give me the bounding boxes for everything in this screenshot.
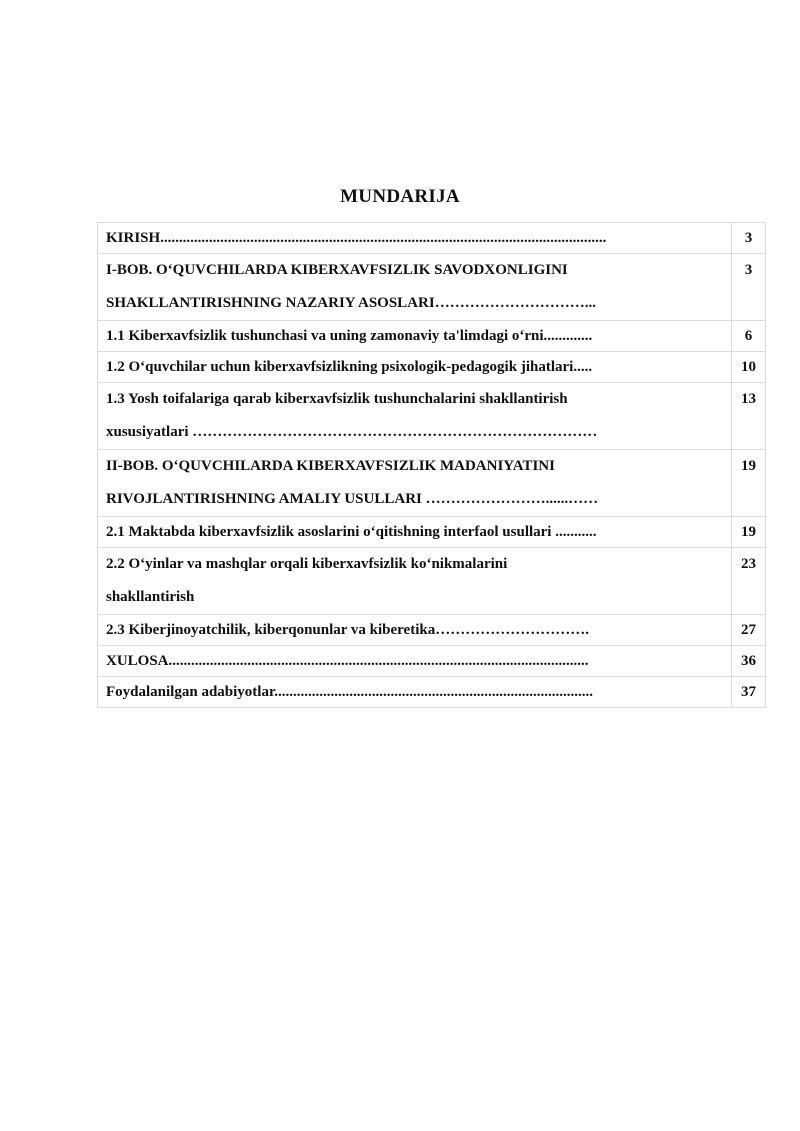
toc-entry-line: 1.1 Kiberxavfsizlik tushunchasi va uning zamonaviy ta'limdagi o‘rni.............: [106, 328, 593, 344]
toc-entry-line: I-BOB. O‘QUVCHILARDA KIBERXAVFSIZLIK SAVODXONLIGINI: [106, 262, 568, 278]
toc-entry: [98, 517, 732, 548]
toc-row: [98, 517, 766, 548]
toc-page-number: 3: [732, 254, 766, 321]
toc-page-number: 19: [732, 517, 766, 548]
toc-entry-line: Foydalanilgan adabiyotlar.....................................................................................: [106, 684, 593, 700]
toc-entry-line: 2.2 O‘yinlar va mashqlar orqali kiberxavfsizlik ko‘nikmalarini: [106, 556, 508, 572]
toc-entry-line: 1.3 Yosh toifalariga qarab kiberxavfsizlik tushunchalarini shakllantirish: [106, 391, 568, 407]
toc-entry-line: 1.2 O‘quvchilar uchun kiberxavfsizlikning psixologik-pedagogik jihatlari.....: [106, 359, 593, 375]
toc-row: [98, 615, 766, 646]
toc-row: [98, 383, 766, 450]
toc-entry: [98, 352, 732, 383]
toc-entry-line: 2.1 Maktabda kiberxavfsizlik asoslarini o‘qitishning interfaol usullari ...........: [106, 524, 597, 540]
toc-row: [98, 450, 766, 517]
toc-page-number: 36: [732, 646, 766, 677]
toc-page-number: 10: [732, 352, 766, 383]
toc-entry-line: II-BOB. O‘QUVCHILARDA KIBERXAVFSIZLIK MADANIYATINI: [106, 458, 555, 474]
toc-page-number: 23: [732, 548, 766, 615]
toc-row: [98, 352, 766, 383]
toc-entry-line: xususiyatlari ………………………………………………………………………: [106, 424, 598, 440]
toc-row: [98, 254, 766, 321]
toc-entry: [98, 321, 732, 352]
toc-entry: [98, 548, 732, 615]
toc-entry-line: XULOSA................................................................................................................: [106, 653, 589, 669]
toc-entry-line: 2.3 Kiberjinoyatchilik, kiberqonunlar va kiberetika………………………….: [106, 622, 589, 638]
toc-entry: [98, 254, 732, 321]
toc-entry-line: shakllantirish: [106, 589, 195, 605]
toc-entry-line: RIVOJLANTIRISHNING AMALIY USULLARI ……………………......……: [106, 491, 599, 507]
toc-entry: [98, 223, 732, 254]
toc-entry: [98, 615, 732, 646]
toc-page-number: 6: [732, 321, 766, 352]
toc-page-number: 19: [732, 450, 766, 517]
toc-entry: [98, 383, 732, 450]
toc-page-number: 13: [732, 383, 766, 450]
toc-page-number: 27: [732, 615, 766, 646]
toc-entry-line: SHAKLLANTIRISHNING NAZARIY ASOSLARI…………………………...: [106, 295, 596, 311]
toc-entry-line: KIRISH.......................................................................................................................: [106, 230, 607, 246]
table-of-contents: [97, 222, 766, 708]
toc-row: [98, 677, 766, 708]
toc-entry: [98, 677, 732, 708]
toc-page-number: 37: [732, 677, 766, 708]
toc-row: [98, 223, 766, 254]
toc-entry: [98, 450, 732, 517]
toc-row: [98, 646, 766, 677]
page-title: MUNDARIJA: [340, 186, 460, 207]
toc-row: [98, 548, 766, 615]
toc-page-number: 3: [732, 223, 766, 254]
toc-entry: [98, 646, 732, 677]
toc-row: [98, 321, 766, 352]
